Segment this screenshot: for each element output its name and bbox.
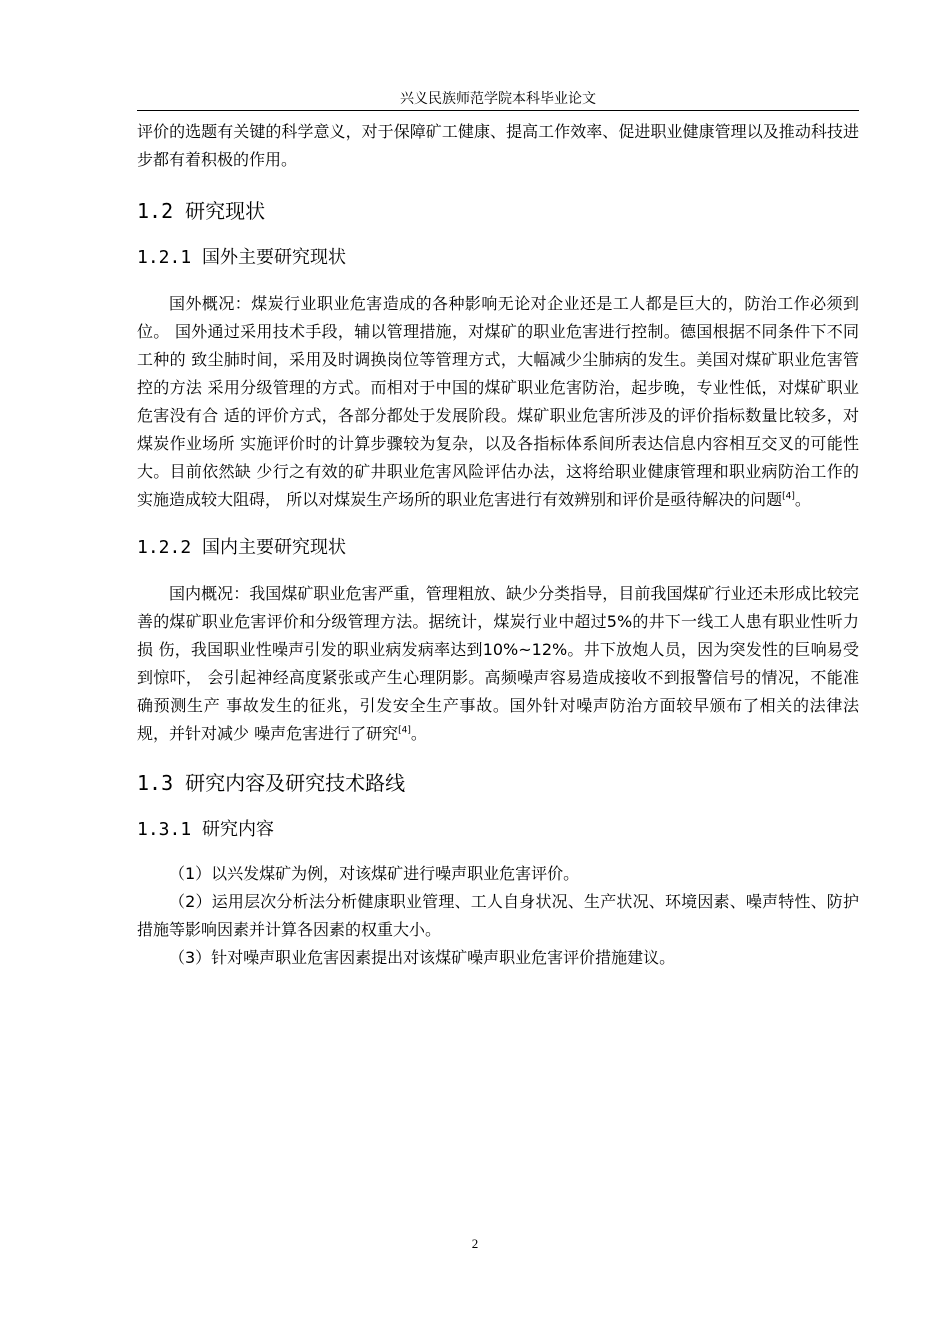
list-item: （2）运用层次分析法分析健康职业管理、工人自身状况、生产状况、环境因素、噪声特性、防护措施等影响因素并计算各因素的权重大小。 xyxy=(137,892,859,939)
section-heading-1-3: 1.3 研究内容及研究技术路线 xyxy=(137,771,406,795)
list-item: （3）针对噪声职业危害因素提出对该煤矿噪声职业危害评价措施建议。 xyxy=(169,948,676,967)
domestic-research-paragraph xyxy=(137,580,859,748)
domestic-research-text: 国内概况：我国煤矿职业危害严重，管理粗放、缺少分类指导，目前我国煤矿行业还未形成比较完 善的煤矿职业危害评价和分级管理方法。据统计，煤炭行业中超过5%的井下一线工人患有职业性听力损 伤，我国职业性噪声引发的职业病发病率达到10%~12%。井下放炮人员，因为突发性的巨响易受到惊吓， 会引起神经高度紧张或产生心理阴影。高频噪声容易造成接收不到报警信号的情况，不能准确预测生产 事故发生的征兆，引发安全生产事故。国外针对噪声防治方面较早颁布了相关的法律法规，并针对减少 噪声危害进行了研究 xyxy=(137,584,859,743)
page-header-title: 兴义民族师范学院本科毕业论文 xyxy=(400,91,596,107)
subsection-heading-1-3-1: 1.3.1 研究内容 xyxy=(137,819,275,840)
foreign-research-paragraph xyxy=(137,290,859,514)
subsection-heading-1-2-2: 1.2.2 国内主要研究现状 xyxy=(137,537,347,558)
citation-ref: [4] xyxy=(398,725,411,736)
citation-ref: [4] xyxy=(782,491,795,502)
subsection-heading-1-2-1: 1.2.1 国外主要研究现状 xyxy=(137,247,347,268)
sentence-end: 。 xyxy=(410,724,427,743)
sentence-end: 。 xyxy=(794,490,811,509)
page-body xyxy=(137,118,859,972)
research-content-list xyxy=(137,860,859,972)
header-divider xyxy=(137,110,859,111)
foreign-research-text: 国外概况：煤炭行业职业危害造成的各种影响无论对企业还是工人都是巨大的，防治工作必须到位。 国外通过采用技术手段，辅以管理措施，对煤矿的职业危害进行控制。德国根据不同条件下不同工种的 致尘肺时间，采用及时调换岗位等管理方式，大幅减少尘肺病的发生。美国对煤矿职业危害管控的方法 采用分级管理的方式。而相对于中国的煤矿职业危害防治，起步晚，专业性低，对煤矿职业危害没有合 适的评价方式，各部分都处于发展阶段。煤矿职业危害所涉及的评价指标数量比较多，对煤炭作业场所 实施评价时的计算步骤较为复杂，以及各指标体系间所表达信息内容相互交叉的可能性大。目前依然缺 少行之有效的矿井职业危害风险评估办法，这将给职业健康管理和职业病防治工作的实施造成较大阻碍， 所以对煤炭生产场所的职业危害进行有效辨别和评价是亟待解决的问题 xyxy=(137,294,859,509)
section-heading-1-2: 1.2 研究现状 xyxy=(137,199,266,223)
list-item: （1）以兴发煤矿为例，对该煤矿进行噪声职业危害评价。 xyxy=(169,864,580,883)
page-number: 2 xyxy=(471,1236,479,1251)
intro-paragraph: 评价的选题有关键的科学意义，对于保障矿工健康、提高工作效率、促进职业健康管理以及推动科技进步都有着积极的作用。 xyxy=(137,122,859,169)
